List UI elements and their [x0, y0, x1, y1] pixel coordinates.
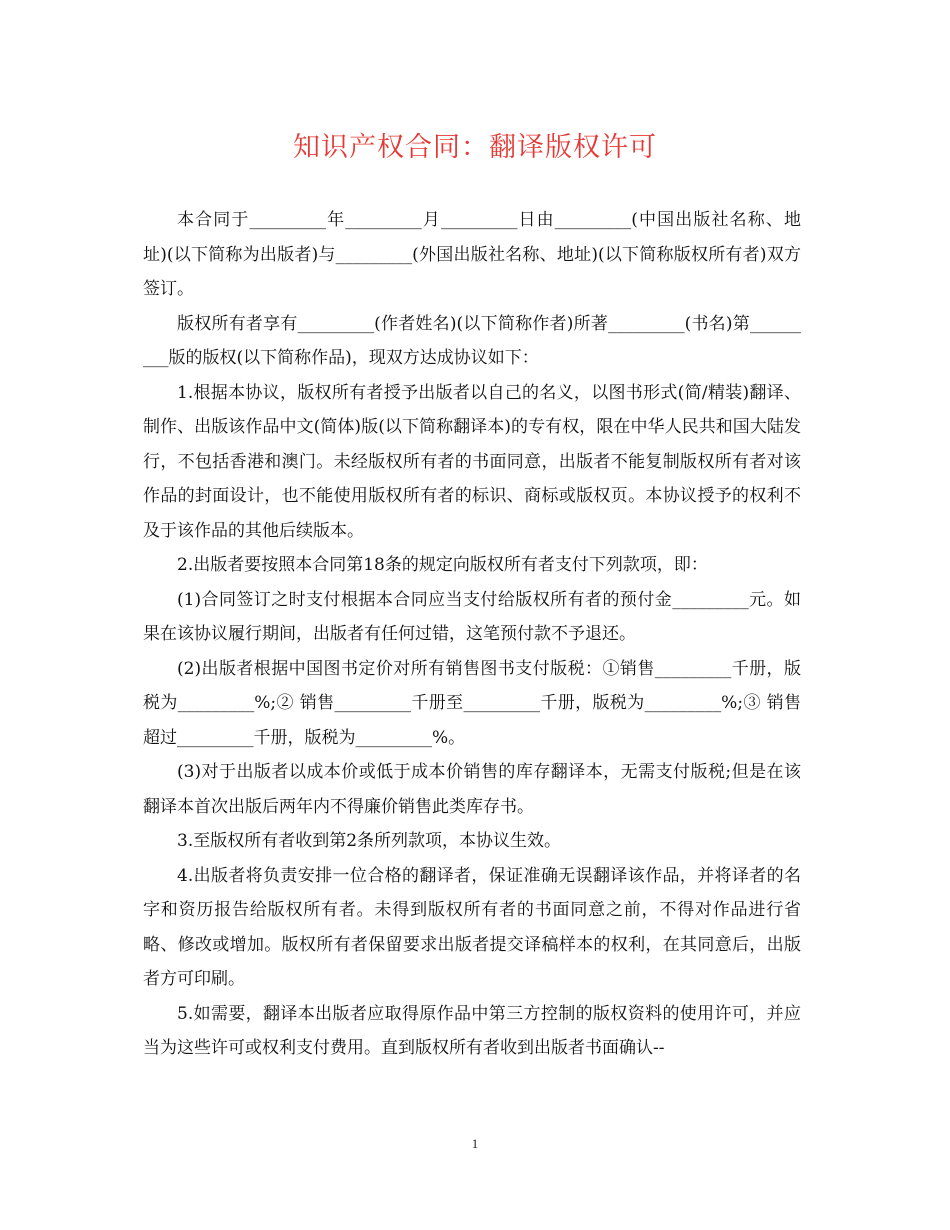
paragraph-clause-4: 4.出版者将负责安排一位合格的翻译者，保证准确无误翻译该作品，并将译者的名字和资历报告给版权所有者。未得到版权所有者的书面同意之前，不得对作品进行省略、修改或增加。版权所有者保留要求出版者提交译稿样本的权利，在其同意后，出版者方可印刷。	[143, 865, 801, 989]
paragraph-preamble: 本合同于_________年_________月_________日由_________(中国出版社名称、地址)(以下简称为出版者)与_________(外国出版社名称、地址)(以下简称版权所有者)双方签订。	[143, 210, 801, 299]
paragraph-clause-3: 3.至版权所有者收到第2条所列款项，本协议生效。	[177, 831, 562, 851]
paragraph-clause-5: 5.如需要，翻译本出版者应取得原作品中第三方控制的版权资料的使用许可，并应当为这些许可或权利支付费用。直到版权所有者收到出版者书面确认--	[143, 1003, 801, 1058]
paragraph-clause-2: 2.出版者要按照本合同第18条的规定向版权所有者支付下列款项，即：	[177, 555, 708, 575]
paragraph-copyright-holder: 版权所有者享有_________(作者姓名)(以下简称作者)所著_________(书名)第_________版的版权(以下简称作品)，现双方达成协议如下：	[143, 313, 801, 368]
paragraph-clause-1: 1.根据本协议，版权所有者授予出版者以自己的名义，以图书形式(简/精装)翻译、制作、出版该作品中文(简体)版(以下简称翻译本)的专有权，限在中华人民共和国大陆发行，不包括香港和澳门。未经版权所有者的书面同意，出版者不能复制版权所有者对该作品的封面设计，也不能使用版权所有者的标识、商标或版权页。本协议授予的权利不及于该作品的其他后续版本。	[143, 382, 801, 541]
paragraph-clause-2-3: (3)对于出版者以成本价或低于成本价销售的库存翻译本，无需支付版税;但是在该翻译本首次出版后两年内不得廉价销售此类库存书。	[143, 762, 801, 817]
paragraph-clause-2-2: (2)出版者根据中国图书定价对所有销售图书支付版税：①销售_________千册，版税为_________%;② 销售_________千册至_________千册，版税为_________%;③ 销售超过_________千册，版税为_________%。	[143, 658, 801, 748]
page-number: 1	[471, 1136, 479, 1151]
paragraph-clause-2-1: (1)合同签订之时支付根据本合同应当支付给版权所有者的预付金_________元。如果在该协议履行期间，出版者有任何过错，这笔预付款不予退还。	[143, 589, 801, 644]
document-body	[143, 203, 801, 1066]
document-title: 知识产权合同：翻译版权许可	[293, 132, 657, 163]
